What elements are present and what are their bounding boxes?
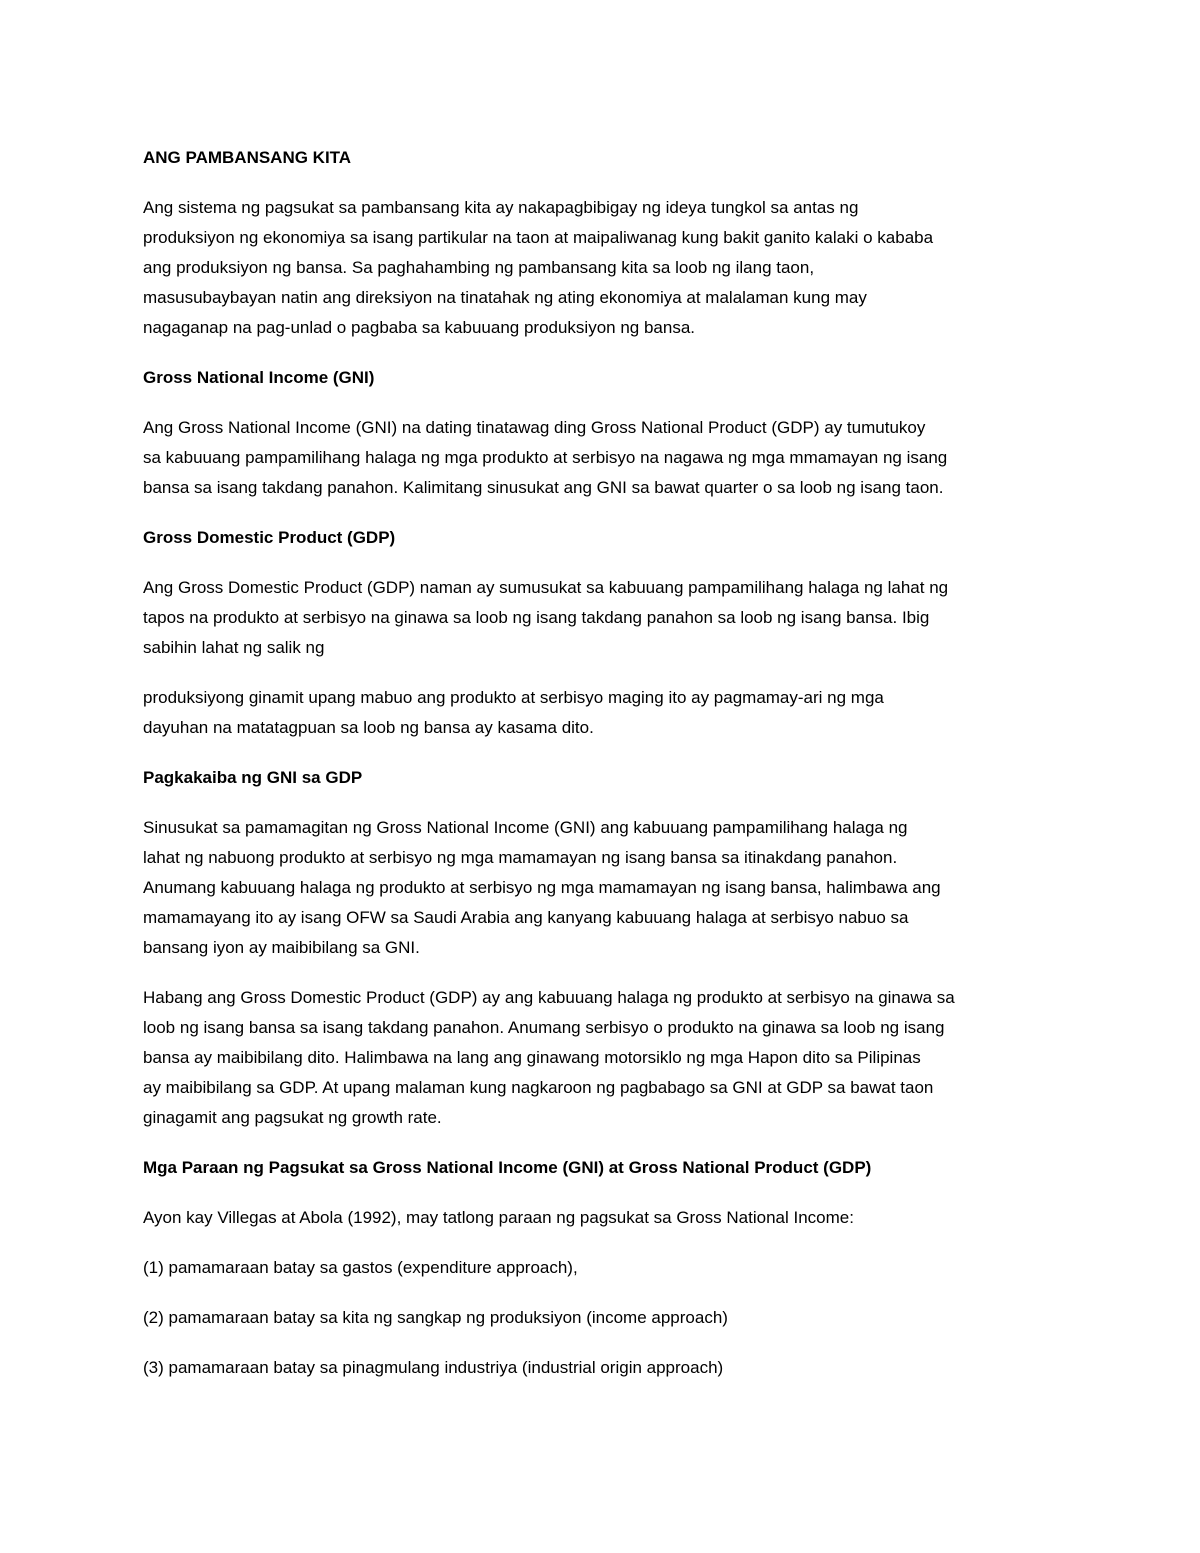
methods-intro — [143, 1203, 1073, 1233]
difference-heading: Pagkakaiba ng GNI sa GDP — [143, 768, 363, 787]
document-title: ANG PAMBANSANG KITA — [143, 148, 352, 167]
paragraph-line: Anumang kabuuang halaga ng produkto at serbisyo ng mga mamamayan ng isang bansa, halimbawa ang — [143, 878, 941, 897]
paragraph-line: masusubaybayan natin ang direksiyon na tinatahak ng ating ekonomiya at malalaman kung may — [143, 288, 867, 307]
paragraph-line: bansa sa isang takdang panahon. Kalimitang sinusukat ang GNI sa bawat quarter o sa loob ng isang taon. — [143, 478, 944, 497]
paragraph-line: Ang Gross National Income (GNI) na dating tinatawag ding Gross National Product (GDP) ay tumutukoy — [143, 418, 926, 437]
method-item-2 — [143, 1303, 1073, 1333]
intro-paragraph — [143, 193, 1073, 343]
paragraph-line: produksiyong ginamit upang mabuo ang produkto at serbisyo maging ito ay pagmamay-ari ng mga — [143, 688, 884, 707]
paragraph-line: nagaganap na pag-unlad o pagbaba sa kabuuang produksiyon ng bansa. — [143, 318, 696, 337]
paragraph-line: mamamayang ito ay isang OFW sa Saudi Arabia ang kanyang kabuuang halaga at serbisyo nabuo sa — [143, 908, 909, 927]
difference-paragraph-gdp — [143, 983, 1073, 1133]
gdp-paragraph — [143, 573, 1073, 663]
paragraph-line: tapos na produkto at serbisyo na ginawa sa loob ng isang takdang panahon sa loob ng isang bansa. Ibig — [143, 608, 930, 627]
paragraph-line: Sinusukat sa pamamagitan ng Gross National Income (GNI) ang kabuuang pampamilihang halaga ng — [143, 818, 908, 837]
paragraph-line: sa kabuuang pampamilihang halaga ng mga produkto at serbisyo na nagawa ng mga mmamayan ng isang — [143, 448, 948, 467]
paragraph-line: Ayon kay Villegas at Abola (1992), may tatlong paraan ng pagsukat sa Gross National Income: — [143, 1208, 854, 1227]
paragraph-line: sabihin lahat ng salik ng — [143, 638, 325, 657]
paragraph-line: ay maibibilang sa GDP. At upang malaman kung nagkaroon ng pagbabago sa GNI at GDP sa bawat taon — [143, 1078, 934, 1097]
paragraph-line: ginagamit ang pagsukat ng growth rate. — [143, 1108, 442, 1127]
gdp-heading: Gross Domestic Product (GDP) — [143, 528, 396, 547]
paragraph-line: Ang Gross Domestic Product (GDP) naman ay sumusukat sa kabuuang pampamilihang halaga ng lahat ng — [143, 578, 949, 597]
paragraph-line: Habang ang Gross Domestic Product (GDP) ay ang kabuuang halaga ng produkto at serbisyo na ginawa sa — [143, 988, 955, 1007]
gni-heading: Gross National Income (GNI) — [143, 368, 375, 387]
paragraph-line: dayuhan na matatagpuan sa loob ng bansa ay kasama dito. — [143, 718, 594, 737]
methods-heading: Mga Paraan ng Pagsukat sa Gross National Income (GNI) at Gross National Product (GDP) — [143, 1158, 872, 1177]
list-item: (1) pamamaraan batay sa gastos (expenditure approach), — [143, 1258, 578, 1277]
gdp-paragraph-continued — [143, 683, 1073, 743]
paragraph-line: loob ng isang bansa sa isang takdang panahon. Anumang serbisyo o produkto na ginawa sa loob ng isang — [143, 1018, 945, 1037]
method-item-1 — [143, 1253, 1073, 1283]
paragraph-line: Ang sistema ng pagsukat sa pambansang kita ay nakapagbibigay ng ideya tungkol sa antas ng — [143, 198, 859, 217]
document-body — [143, 143, 1073, 1403]
list-item: (3) pamamaraan batay sa pinagmulang industriya (industrial origin approach) — [143, 1358, 724, 1377]
paragraph-line: bansang iyon ay maibibilang sa GNI. — [143, 938, 420, 957]
paragraph-line: lahat ng nabuong produkto at serbisyo ng mga mamamayan ng isang bansa sa itinakdang panahon. — [143, 848, 898, 867]
paragraph-line: bansa ay maibibilang dito. Halimbawa na lang ang ginawang motorsiklo ng mga Hapon dito sa Pilipinas — [143, 1048, 921, 1067]
paragraph-line: ang produksiyon ng bansa. Sa paghahambing ng pambansang kita sa loob ng ilang taon, — [143, 258, 815, 277]
paragraph-line: produksiyon ng ekonomiya sa isang partikular na taon at maipaliwanag kung bakit ganito kalaki o kababa — [143, 228, 934, 247]
method-item-3 — [143, 1353, 1073, 1383]
difference-paragraph-gni — [143, 813, 1073, 963]
list-item: (2) pamamaraan batay sa kita ng sangkap ng produksiyon (income approach) — [143, 1308, 728, 1327]
gni-paragraph — [143, 413, 1073, 503]
